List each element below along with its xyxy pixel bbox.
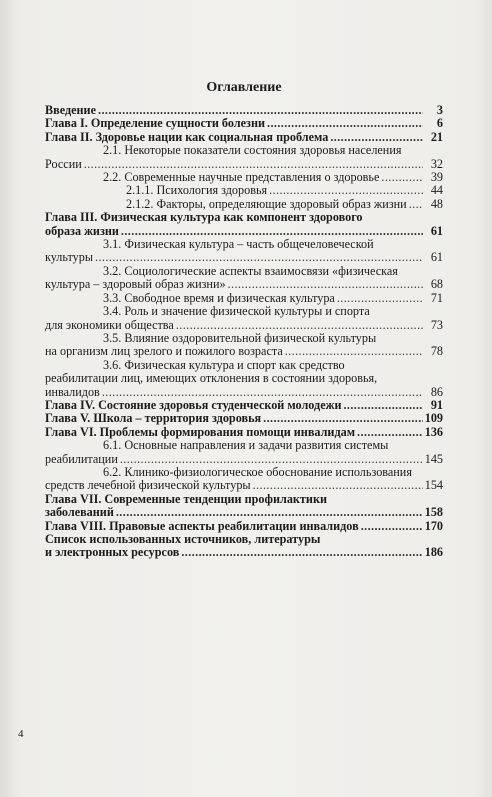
toc-entry-text: Глава V. Школа – территория здоровья <box>45 411 262 426</box>
page-number: 4 <box>18 728 24 740</box>
toc-page-number: 109 <box>424 411 443 426</box>
toc-entry-text: 3.2. Социологические аспекты взаимосвязи «физическая <box>103 263 398 278</box>
toc-page-number: 71 <box>430 290 443 305</box>
dot-leader <box>181 546 422 559</box>
dot-leader <box>102 386 423 399</box>
toc-entry <box>45 439 443 466</box>
dot-leader <box>337 292 423 305</box>
toc-page-number: 136 <box>424 424 443 439</box>
toc-page-number: 61 <box>430 223 443 238</box>
toc-entry-text: 2.1. Некоторые показатели состояния здоровья населения <box>103 143 402 158</box>
toc-entry-text: 3.6. Физическая культура и спорт как средство <box>103 357 345 372</box>
toc-entry-text: Введение <box>45 103 96 117</box>
toc-entry-text: Глава III. Физическая культура как компонент здорового <box>45 210 363 225</box>
toc-entry <box>45 533 443 560</box>
toc-entry-text: 6.2. Клинико-физиологическое обоснование использования <box>103 464 412 479</box>
toc-entry <box>45 104 443 117</box>
dot-leader <box>98 104 423 117</box>
dot-leader <box>330 131 423 144</box>
toc-entry <box>45 171 443 184</box>
toc-page-number: 158 <box>424 505 443 520</box>
dot-leader <box>116 506 423 519</box>
toc-page-number: 186 <box>424 545 443 560</box>
dot-leader <box>361 520 423 533</box>
toc-entry <box>45 359 443 399</box>
dot-leader <box>121 225 423 238</box>
toc-page-number: 39 <box>430 170 443 185</box>
toc-entries <box>45 104 443 560</box>
toc-entry <box>45 131 443 144</box>
toc-entry-text: средств лечебной физической культуры <box>45 478 251 493</box>
page-title: Оглавление <box>206 80 282 95</box>
toc-entry-text: 3.4. Роль и значение физической культуры и спорта <box>103 304 370 319</box>
toc-entry-text: 2.1.2. Факторы, определяющие здоровый образ жизни <box>126 196 407 211</box>
toc-entry <box>45 198 443 211</box>
toc-page-number: 44 <box>430 183 443 198</box>
dot-leader <box>381 171 423 184</box>
dot-leader <box>357 426 423 439</box>
toc-entry <box>45 305 443 332</box>
toc-entry-text: для экономики общества <box>45 317 174 332</box>
toc-entry <box>45 144 443 171</box>
dot-leader <box>253 479 423 492</box>
toc-entry-text: заболеваний <box>45 505 114 520</box>
toc-entry-text: Глава VII. Современные тенденции профилактики <box>45 491 327 506</box>
toc-entry <box>45 238 443 265</box>
toc-entry <box>45 493 443 520</box>
toc-entry-text: культуры <box>45 250 94 265</box>
toc-entry-text: на организм лиц зрелого и пожилого возраста <box>45 344 283 359</box>
toc-entry-text: инвалидов <box>45 384 100 399</box>
toc-entry-text: образа жизни <box>45 223 119 238</box>
table-of-contents <box>45 80 443 560</box>
toc-entry-text: реабилитации лиц, имеющих отклонения в состоянии здоровья, <box>45 371 378 386</box>
toc-entry-text: 6.1. Основные направления и задачи развития системы <box>103 438 389 453</box>
toc-entry <box>45 332 443 359</box>
toc-entry-text: Глава IV. Состояние здоровья студенческой молодежи <box>45 397 342 412</box>
toc-entry-text: Глава VI. Проблемы формирования помощи инвалидам <box>45 424 356 439</box>
dot-leader <box>343 399 423 412</box>
toc-page-number: 86 <box>430 384 443 399</box>
toc-page-number: 78 <box>430 344 443 359</box>
toc-page-number: 6 <box>436 116 443 131</box>
dot-leader <box>84 158 423 171</box>
toc-entry-text: реабилитации <box>45 451 118 466</box>
dot-leader <box>409 198 423 211</box>
toc-entry-text: 3.1. Физическая культура – часть общечеловеческой <box>103 237 374 252</box>
dot-leader <box>267 117 423 130</box>
dot-leader <box>95 251 423 264</box>
toc-page-number: 48 <box>430 196 443 211</box>
toc-entry-text: 3.3. Свободное время и физическая культура <box>103 290 335 305</box>
toc-entry <box>45 399 443 412</box>
toc-entry <box>45 292 443 305</box>
dot-leader <box>176 319 423 332</box>
toc-entry <box>45 426 443 439</box>
toc-entry-text: Глава I. Определение сущности болезни <box>45 116 265 131</box>
toc-entry <box>45 265 443 292</box>
toc-page-number: 21 <box>430 129 443 144</box>
toc-page-number: 154 <box>424 478 443 493</box>
toc-page-number: 61 <box>430 250 443 265</box>
dot-leader <box>263 412 423 425</box>
toc-entry-text: Список использованных источников, литературы <box>45 532 321 546</box>
dot-leader <box>285 345 423 358</box>
toc-entry-text: 2.2. Современные научные представления о здоровье <box>103 170 380 185</box>
toc-entry-text: России <box>45 156 82 171</box>
dot-leader <box>269 184 423 197</box>
toc-page-number: 91 <box>430 397 443 412</box>
toc-page-number: 32 <box>430 156 443 171</box>
toc-entry <box>45 184 443 197</box>
toc-entry-text: Глава VIII. Правовые аспекты реабилитации инвалидов <box>45 518 359 533</box>
dot-leader <box>228 278 423 291</box>
toc-entry <box>45 211 443 238</box>
toc-page-number: 3 <box>436 103 443 117</box>
toc-page-number: 73 <box>430 317 443 332</box>
toc-entry <box>45 466 443 493</box>
toc-entry <box>45 412 443 425</box>
toc-page-number: 170 <box>424 518 443 533</box>
toc-entry-text: культура – здоровый образ жизни» <box>45 277 226 292</box>
toc-entry-text: и электронных ресурсов <box>45 545 180 560</box>
toc-entry-text: 2.1.1. Психология здоровья <box>126 183 268 198</box>
dot-leader <box>120 453 423 466</box>
toc-entry-text: Глава II. Здоровье нации как социальная проблема <box>45 129 329 144</box>
toc-entry <box>45 520 443 533</box>
toc-entry-text: 3.5. Влияние оздоровительной физической культуры <box>103 330 377 345</box>
toc-page-number: 145 <box>424 451 443 466</box>
toc-entry <box>45 117 443 130</box>
toc-page-number: 68 <box>430 277 443 292</box>
